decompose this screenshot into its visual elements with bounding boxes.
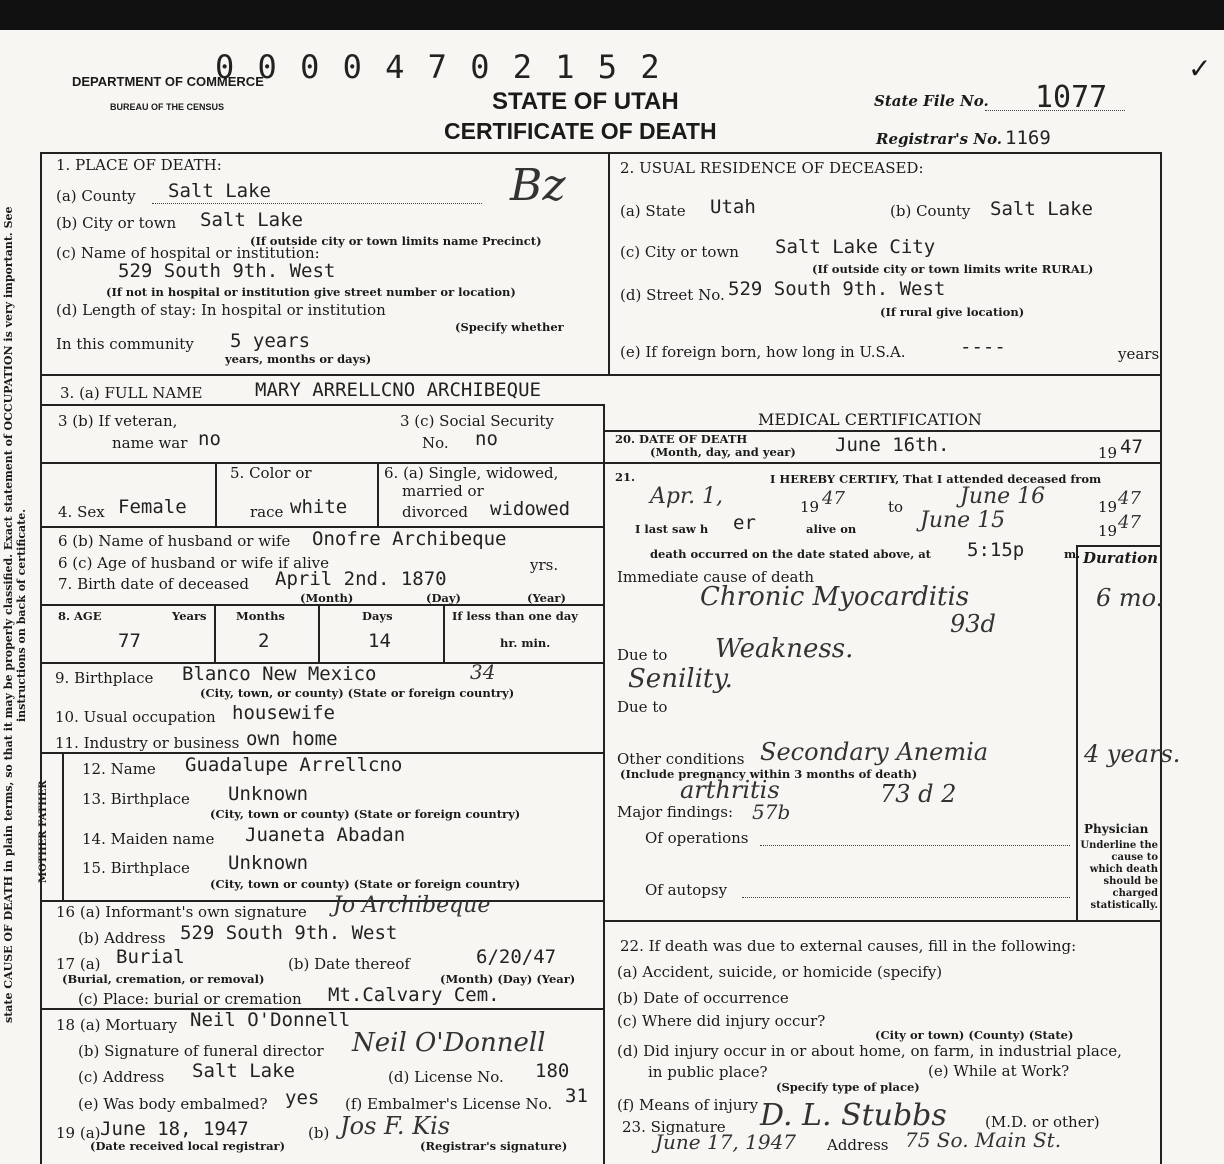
informant-signature: Jo Archibeque: [333, 893, 491, 918]
external-d-note: (Specify type of place): [776, 1080, 920, 1094]
marital-label: 6. (a) Single, widowed,: [384, 464, 559, 482]
attended-19-b: 19: [1098, 498, 1118, 516]
last-saw-19: 19: [1098, 522, 1118, 540]
external-c: (c) Where did injury occur?: [617, 1012, 826, 1030]
last-saw-value: June 15: [920, 508, 1006, 533]
hr-min-label: hr. min.: [500, 636, 551, 650]
father-birthplace-label: 13. Birthplace: [82, 790, 190, 808]
immediate-cause-value: Chronic Myocarditis: [700, 582, 970, 612]
attended-to-year: 47: [1118, 488, 1141, 509]
res-city-note: (If outside city or town limits write RURAL): [812, 262, 1094, 276]
hospital-value: 529 South 9th. West: [118, 260, 336, 282]
other-conditions-label: Other conditions: [617, 750, 745, 768]
age-days-value: 14: [368, 630, 391, 652]
certificate-serial: 0 0 0 0 4 7 0 2 1 5 2: [215, 48, 662, 86]
community-note: years, months or days): [225, 352, 372, 366]
embalmer-license-value: 31: [565, 1085, 588, 1107]
death-city-note: (If outside city or town limits name Precinct): [250, 234, 542, 248]
hospital-label: (c) Name of hospital or institution:: [56, 244, 320, 262]
birthplace-value: Blanco New Mexico: [182, 663, 377, 685]
spouse-age-yrs: yrs.: [530, 556, 559, 574]
burial-type: Burial: [116, 946, 185, 968]
social-security-no-label: No.: [422, 434, 449, 452]
other-conditions-duration: 4 years.: [1084, 740, 1181, 768]
date-of-death-value: June 16th.: [835, 434, 950, 456]
attended-from-year: 47: [822, 488, 845, 509]
death-county-label: (a) County: [56, 187, 136, 205]
registration-date-note: (Date received local registrar): [90, 1139, 286, 1153]
birth-month-note: (Month): [300, 591, 354, 605]
res-street-note: (If rural give location): [880, 305, 1025, 319]
death-time: 5:15p: [967, 539, 1025, 561]
external-d: (d) Did injury occur in or about home, on farm, in industrial place,: [617, 1042, 1122, 1060]
cause-code-2: 73 d 2: [880, 780, 957, 808]
color-label: 5. Color or: [230, 464, 312, 482]
md-label: (M.D. or other): [985, 1113, 1100, 1131]
immediate-cause-label: Immediate cause of death: [617, 568, 815, 586]
attended-to: June 16: [960, 484, 1046, 509]
social-security-label: 3 (c) Social Security: [400, 412, 554, 430]
spouse-value: Onofre Archibeque: [312, 528, 507, 550]
cause-code-1: 93d: [950, 610, 996, 638]
father-name-value: Guadalupe Arrellcno: [185, 754, 403, 776]
race-value: white: [290, 496, 348, 518]
marital-label-2: married or: [402, 482, 484, 500]
alive-on-label: alive on: [806, 522, 857, 536]
burial-place-label: (c) Place: burial or cremation: [78, 990, 302, 1008]
foreign-label: (e) If foreign born, how long in U.S.A.: [620, 343, 906, 361]
signature-address-label: Address: [827, 1136, 889, 1154]
death-city-label: (b) City or town: [56, 214, 177, 232]
community-value: 5 years: [230, 330, 311, 352]
checkmark-icon: ✓: [1188, 52, 1212, 85]
age-years-label: Years: [172, 609, 207, 623]
death-county-value: Salt Lake: [168, 180, 271, 202]
autopsy-label: Of autopsy: [645, 881, 728, 899]
external-b: (b) Date of occurrence: [617, 989, 789, 1007]
time-m: m.: [1064, 547, 1081, 561]
war-label: name war: [112, 434, 188, 452]
duration-label: Duration: [1083, 549, 1159, 567]
full-name-label: 3. (a) FULL NAME: [60, 384, 203, 402]
handwritten-mark: Bz: [510, 160, 566, 211]
mother-birthplace-note: (City, town or county) (State or foreign country): [210, 877, 521, 891]
certify-number: 21.: [615, 470, 636, 484]
occupation-value: housewife: [232, 702, 335, 724]
marital-value: widowed: [490, 498, 571, 520]
signature-label: 23. Signature: [622, 1118, 726, 1136]
due-to-1-value: Weakness.: [715, 634, 854, 664]
major-findings-label: Major findings:: [617, 803, 734, 821]
mortuary-address-label: (c) Address: [78, 1068, 165, 1086]
war-value: no: [198, 428, 221, 450]
external-a: (a) Accident, suicide, or homicide (specify): [617, 963, 943, 981]
burial-date-note: (Month) (Day) (Year): [440, 972, 576, 986]
age-label: 8. AGE: [58, 609, 102, 623]
burial-place-value: Mt.Calvary Cem.: [328, 984, 500, 1006]
last-saw-her: er: [733, 512, 756, 534]
external-heading: 22. If death was due to external causes, fill in the following:: [620, 937, 1077, 955]
medical-heading: MEDICAL CERTIFICATION: [758, 410, 982, 429]
occurred-label: death occurred on the date stated above, at: [650, 547, 931, 561]
stay-label: (d) Length of stay: In hospital or institution: [56, 301, 386, 319]
father-name-label: 12. Name: [82, 760, 156, 778]
due-to-1-label: Due to: [617, 646, 668, 664]
birthplace-note: (City, town, or county) (State or foreign country): [200, 686, 515, 700]
date-of-death-year: 47: [1120, 436, 1143, 458]
veteran-label: 3 (b) If veteran,: [58, 412, 178, 430]
mother-name-value: Juaneta Abadan: [245, 824, 406, 846]
spouse-label: 6 (b) Name of husband or wife: [58, 532, 291, 550]
informant-address-label: (b) Address: [78, 929, 166, 947]
last-saw-year: 47: [1118, 512, 1141, 533]
signature-address: 75 So. Main St.: [905, 1128, 1062, 1152]
registrar-label: Registrar's No.: [876, 130, 1003, 148]
foreign-years-label: years: [1118, 345, 1160, 363]
mortuary-value: Neil O'Donnell: [190, 1009, 351, 1031]
less-than-day-label: If less than one day: [452, 609, 578, 623]
informant-address-value: 529 South 9th. West: [180, 922, 398, 944]
res-state-label: (a) State: [620, 202, 686, 220]
registration-date: June 18, 1947: [100, 1118, 249, 1140]
race-label: race: [250, 503, 284, 521]
signature-date: June 17, 1947: [655, 1130, 797, 1154]
sex-label: 4. Sex: [58, 503, 105, 521]
other-conditions-note: (Include pregnancy within 3 months of death): [620, 767, 918, 781]
father-birthplace-note: (City, town or county) (State or foreign country): [210, 807, 521, 821]
informant-label: 16 (a) Informant's own signature: [56, 903, 307, 921]
department-label: DEPARTMENT OF COMMERCE: [72, 74, 264, 89]
senility-value: Senility.: [628, 664, 733, 694]
res-street-value: 529 South 9th. West: [728, 278, 946, 300]
marital-label-3: divorced: [402, 503, 468, 521]
spouse-age-label: 6 (c) Age of husband or wife if alive: [58, 554, 330, 572]
res-street-label: (d) Street No.: [620, 286, 725, 304]
date-of-death-19: 19: [1098, 444, 1118, 462]
date-of-death-label: 20. DATE OF DEATH: [615, 432, 748, 446]
foreign-value: ----: [960, 336, 1006, 358]
res-city-value: Salt Lake City: [775, 236, 936, 258]
burial-date-value: 6/20/47: [476, 946, 557, 968]
industry-label: 11. Industry or business: [55, 734, 240, 752]
birthplace-label: 9. Birthplace: [55, 669, 154, 687]
res-state-value: Utah: [710, 196, 756, 218]
registrar-sig-note: (Registrar's signature): [420, 1139, 568, 1153]
to-label: to: [888, 498, 904, 516]
physician-heading: Physician: [1084, 822, 1149, 836]
mother-birthplace-value: Unknown: [228, 852, 309, 874]
funeral-director-label: (b) Signature of funeral director: [78, 1042, 324, 1060]
state-file-label: State File No.: [874, 92, 989, 110]
age-years-value: 77: [118, 630, 141, 652]
birth-year-note: (Year): [527, 591, 566, 605]
embalmed-label: (e) Was body embalmed?: [78, 1095, 268, 1113]
burial-type-note: (Burial, cremation, or removal): [62, 972, 265, 986]
birth-date-label: 7. Birth date of deceased: [58, 575, 249, 593]
industry-value: own home: [246, 728, 338, 750]
community-label: In this community: [56, 335, 194, 353]
immediate-cause-duration: 6 mo.: [1096, 584, 1164, 612]
place-of-death-heading: 1. PLACE OF DEATH:: [56, 156, 222, 174]
external-d2: in public place?: [648, 1063, 768, 1081]
operations-label: Of operations: [645, 829, 749, 847]
hospital-note: (If not in hospital or institution give street number or location): [106, 285, 516, 299]
registrar-number: 1169: [1005, 127, 1051, 149]
father-birthplace-value: Unknown: [228, 783, 309, 805]
burial-label: 17 (a): [56, 955, 101, 973]
embalmer-license-label: (f) Embalmer's License No.: [345, 1095, 553, 1113]
physician-note: Underline the cause to which death should be charged statistically.: [1080, 840, 1158, 911]
license-label: (d) License No.: [388, 1068, 504, 1086]
external-e: (e) While at Work?: [928, 1062, 1070, 1080]
burial-date-label: (b) Date thereof: [288, 955, 410, 973]
registration-label: 19 (a): [56, 1124, 101, 1142]
sex-value: Female: [118, 496, 187, 518]
mother-name-label: 14. Maiden name: [82, 830, 215, 848]
certificate-title: CERTIFICATE OF DEATH: [444, 118, 717, 144]
birth-day-note: (Day): [426, 591, 461, 605]
arthritis-value: arthritis: [680, 776, 780, 804]
other-conditions-value: Secondary Anemia: [760, 738, 989, 766]
age-months-value: 2: [258, 630, 270, 652]
attended-from: Apr. 1,: [650, 484, 724, 509]
birth-date-value: April 2nd. 1870: [275, 568, 447, 590]
bureau-label: BUREAU OF THE CENSUS: [110, 102, 225, 112]
last-saw-label: I last saw h: [635, 522, 709, 536]
occupation-label: 10. Usual occupation: [55, 708, 216, 726]
margin-instructions: state CAUSE OF DEATH in plain terms, so that it may be properly classified. Exact statement of OCCUPATION is very important. See instructions on back of certificate.: [2, 206, 28, 1024]
state-title: STATE OF UTAH: [492, 88, 679, 115]
mortuary-label: 18 (a) Mortuary: [56, 1016, 178, 1034]
social-security-value: no: [475, 428, 498, 450]
age-months-label: Months: [236, 609, 285, 623]
res-county-value: Salt Lake: [990, 198, 1093, 220]
birthplace-code: 34: [470, 660, 496, 684]
registrar-sig-label: (b): [308, 1124, 330, 1142]
state-file-number: 1077: [1035, 80, 1108, 115]
external-f: (f) Means of injury: [617, 1096, 759, 1114]
certify-text: I HEREBY CERTIFY, That I attended deceased from: [770, 472, 1102, 486]
registrar-signature: Jos F. Kis: [340, 1112, 451, 1140]
license-value: 180: [535, 1060, 570, 1082]
parents-side-label: MOTHER FATHER: [38, 780, 49, 884]
residence-heading: 2. USUAL RESIDENCE OF DECEASED:: [620, 159, 924, 177]
embalmed-value: yes: [285, 1087, 320, 1109]
specify-note: (Specify whether: [455, 320, 564, 334]
funeral-director-signature: Neil O'Donnell: [352, 1028, 546, 1058]
due-to-2-label: Due to: [617, 698, 668, 716]
res-county-label: (b) County: [890, 202, 971, 220]
attended-19-a: 19: [800, 498, 820, 516]
scan-top-edge: [0, 0, 1224, 30]
physician-signature: D. L. Stubbs: [760, 1098, 947, 1133]
full-name-value: MARY ARRELLCNO ARCHIBEQUE: [255, 379, 541, 401]
date-of-death-note: (Month, day, and year): [650, 445, 796, 459]
mortuary-address-value: Salt Lake: [192, 1060, 295, 1082]
res-city-label: (c) City or town: [620, 243, 739, 261]
external-c-note: (City or town) (County) (State): [875, 1028, 1074, 1042]
major-findings-code: 57b: [752, 800, 791, 824]
death-city-value: Salt Lake: [200, 209, 303, 231]
age-days-label: Days: [362, 609, 393, 623]
mother-birthplace-label: 15. Birthplace: [82, 859, 190, 877]
